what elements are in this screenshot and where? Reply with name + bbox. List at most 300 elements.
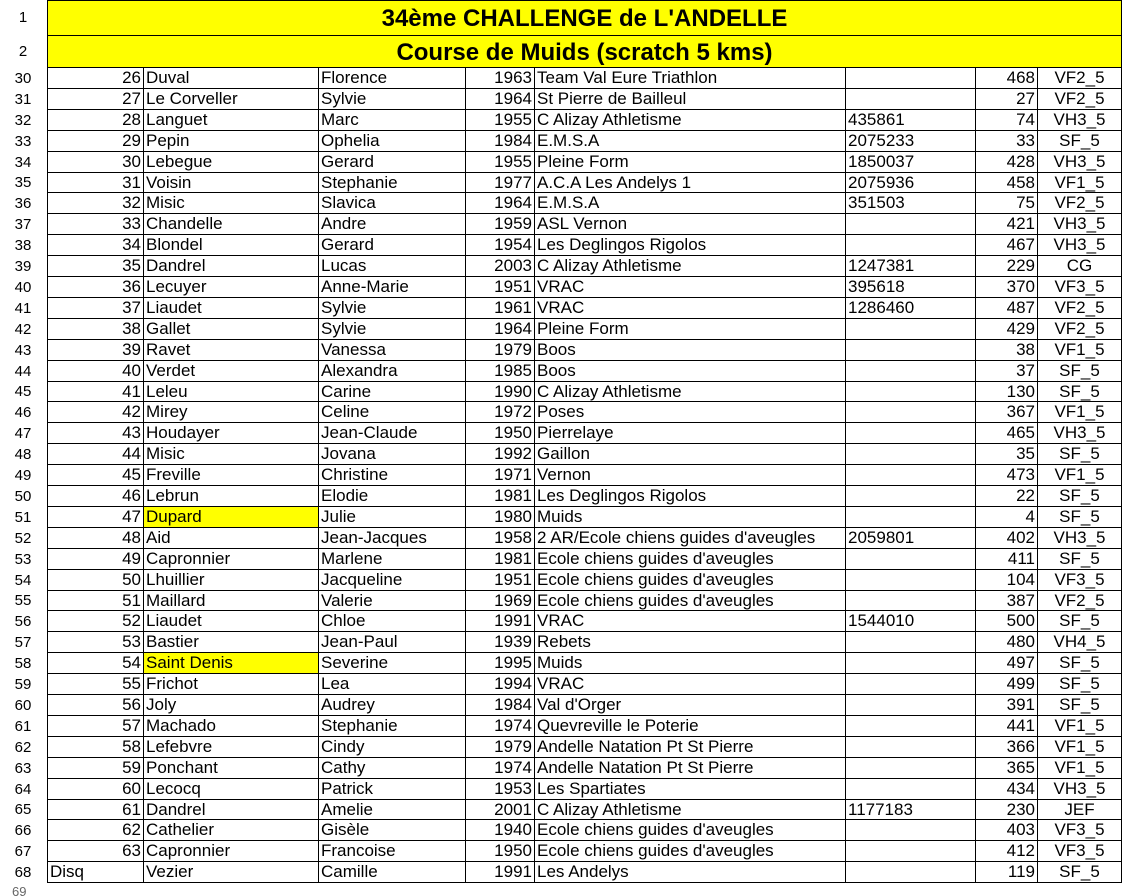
cell-place[interactable]: 36 [47,277,144,298]
row-header[interactable]: 36 [0,193,46,214]
cell-bib[interactable]: 366 [976,737,1038,758]
cell-license[interactable] [846,423,976,444]
cell-first[interactable]: Anne-Marie [319,277,466,298]
cell-year[interactable]: 1964 [466,89,535,110]
row-header[interactable]: 47 [0,423,46,444]
cell-first[interactable]: Carine [319,382,466,402]
cell-year[interactable]: 1991 [466,862,535,883]
cell-name[interactable]: Duval [144,68,319,89]
cell-license[interactable]: 1850037 [846,152,976,173]
cell-year[interactable]: 1990 [466,382,535,402]
cell-name[interactable]: Leleu [144,382,319,402]
cell-club[interactable]: Rebets [535,632,846,653]
cell-license[interactable] [846,382,976,402]
cell-license[interactable] [846,695,976,716]
row-header[interactable]: 62 [0,737,46,758]
row-header[interactable]: 66 [0,820,46,841]
cell-club[interactable]: E.M.S.A [535,131,846,152]
cell-first[interactable]: Amelie [319,800,466,820]
row-header[interactable]: 38 [0,235,46,256]
cell-place[interactable]: 44 [47,444,144,465]
cell-place[interactable]: 51 [47,591,144,611]
cell-cat[interactable]: VH3_5 [1038,214,1122,235]
cell-cat[interactable]: SF_5 [1038,549,1122,570]
cell-bib[interactable]: 428 [976,152,1038,173]
cell-year[interactable]: 1974 [466,758,535,779]
cell-bib[interactable]: 487 [976,298,1038,319]
cell-first[interactable]: Marc [319,110,466,131]
cell-bib[interactable]: 38 [976,340,1038,361]
cell-name[interactable]: Liaudet [144,611,319,632]
row-header[interactable]: 32 [0,110,46,131]
cell-year[interactable]: 1995 [466,653,535,674]
cell-year[interactable]: 1992 [466,444,535,465]
cell-license[interactable] [846,549,976,570]
cell-place[interactable]: 48 [47,528,144,549]
cell-club[interactable]: VRAC [535,277,846,298]
cell-club[interactable]: C Alizay Athletisme [535,256,846,277]
cell-club[interactable]: Muids [535,507,846,528]
cell-year[interactable]: 1974 [466,716,535,737]
cell-name[interactable]: Dupard [144,507,319,528]
cell-club[interactable]: Les Spartiates [535,779,846,800]
cell-place[interactable]: 58 [47,737,144,758]
cell-bib[interactable]: 467 [976,235,1038,256]
cell-first[interactable]: Patrick [319,779,466,800]
row-header[interactable]: 37 [0,214,46,235]
row-header[interactable]: 54 [0,570,46,591]
cell-license[interactable] [846,89,976,110]
row-header[interactable]: 48 [0,444,46,465]
cell-club[interactable]: Pleine Form [535,152,846,173]
cell-name[interactable]: Lecuyer [144,277,319,298]
cell-place[interactable]: 42 [47,402,144,423]
cell-name[interactable]: Verdet [144,361,319,382]
cell-place[interactable]: 57 [47,716,144,737]
row-header[interactable]: 63 [0,758,46,779]
cell-year[interactable]: 1963 [466,68,535,89]
cell-cat[interactable]: SF_5 [1038,382,1122,402]
row-header[interactable]: 68 [0,862,46,883]
cell-club[interactable]: Boos [535,361,846,382]
cell-cat[interactable]: VH3_5 [1038,235,1122,256]
cell-year[interactable]: 1984 [466,695,535,716]
cell-license[interactable]: 435861 [846,110,976,131]
cell-first[interactable]: Elodie [319,486,466,507]
cell-place[interactable]: 56 [47,695,144,716]
cell-bib[interactable]: 497 [976,653,1038,674]
cell-name[interactable]: Liaudet [144,298,319,319]
cell-license[interactable]: 1286460 [846,298,976,319]
cell-bib[interactable]: 4 [976,507,1038,528]
cell-place[interactable]: 53 [47,632,144,653]
cell-cat[interactable]: VF3_5 [1038,820,1122,841]
cell-name[interactable]: Maillard [144,591,319,611]
row-header[interactable]: 53 [0,549,46,570]
cell-club[interactable]: 2 AR/Ecole chiens guides d'aveugles [535,528,846,549]
cell-name[interactable]: Pepin [144,131,319,152]
cell-place[interactable]: 50 [47,570,144,591]
cell-place[interactable]: 63 [47,841,144,862]
row-header[interactable]: 58 [0,653,46,674]
cell-license[interactable]: 395618 [846,277,976,298]
cell-place[interactable]: Disq [47,862,144,883]
cell-cat[interactable]: VF3_5 [1038,841,1122,862]
cell-club[interactable]: VRAC [535,674,846,695]
cell-year[interactable]: 1969 [466,591,535,611]
cell-first[interactable]: Vanessa [319,340,466,361]
cell-place[interactable]: 32 [47,193,144,214]
row-header[interactable]: 1 [0,0,46,35]
cell-bib[interactable]: 35 [976,444,1038,465]
cell-cat[interactable]: SF_5 [1038,862,1122,883]
cell-bib[interactable]: 27 [976,89,1038,110]
cell-cat[interactable]: VH3_5 [1038,779,1122,800]
cell-license[interactable]: 2075233 [846,131,976,152]
cell-name[interactable]: Dandrel [144,256,319,277]
cell-cat[interactable]: VF1_5 [1038,340,1122,361]
cell-license[interactable] [846,841,976,862]
cell-name[interactable]: Freville [144,465,319,486]
cell-first[interactable]: Lucas [319,256,466,277]
cell-club[interactable]: St Pierre de Bailleul [535,89,846,110]
cell-place[interactable]: 61 [47,800,144,820]
cell-license[interactable] [846,319,976,340]
cell-club[interactable]: C Alizay Athletisme [535,382,846,402]
cell-name[interactable]: Vezier [144,862,319,883]
cell-place[interactable]: 40 [47,361,144,382]
cell-bib[interactable]: 391 [976,695,1038,716]
cell-year[interactable]: 1955 [466,152,535,173]
row-header[interactable]: 51 [0,507,46,528]
cell-club[interactable]: E.M.S.A [535,193,846,214]
cell-name[interactable]: Voisin [144,173,319,193]
cell-cat[interactable]: VF1_5 [1038,737,1122,758]
cell-name[interactable]: Gallet [144,319,319,340]
row-header[interactable]: 44 [0,361,46,382]
cell-first[interactable]: Jovana [319,444,466,465]
cell-place[interactable]: 43 [47,423,144,444]
cell-cat[interactable]: VF1_5 [1038,173,1122,193]
row-header[interactable]: 45 [0,382,46,402]
cell-club[interactable]: VRAC [535,298,846,319]
cell-cat[interactable]: SF_5 [1038,444,1122,465]
cell-first[interactable]: Cindy [319,737,466,758]
cell-name[interactable]: Bastier [144,632,319,653]
row-header[interactable]: 33 [0,131,46,152]
cell-bib[interactable]: 429 [976,319,1038,340]
row-header[interactable]: 64 [0,779,46,800]
cell-year[interactable]: 2003 [466,256,535,277]
cell-license[interactable] [846,214,976,235]
cell-place[interactable]: 46 [47,486,144,507]
row-header[interactable]: 46 [0,402,46,423]
cell-license[interactable] [846,444,976,465]
cell-place[interactable]: 27 [47,89,144,110]
sheet-subtitle[interactable]: Course de Muids (scratch 5 kms) [47,35,1122,68]
cell-license[interactable]: 1247381 [846,256,976,277]
cell-place[interactable]: 55 [47,674,144,695]
cell-club[interactable]: Ecole chiens guides d'aveugles [535,841,846,862]
row-header[interactable]: 49 [0,465,46,486]
cell-club[interactable]: Boos [535,340,846,361]
cell-cat[interactable]: SF_5 [1038,131,1122,152]
cell-cat[interactable]: VF1_5 [1038,465,1122,486]
row-header[interactable]: 56 [0,611,46,632]
cell-year[interactable]: 1951 [466,570,535,591]
cell-year[interactable]: 1955 [466,110,535,131]
cell-bib[interactable]: 403 [976,820,1038,841]
row-header[interactable]: 31 [0,89,46,110]
cell-club[interactable]: Les Deglingos Rigolos [535,486,846,507]
cell-place[interactable]: 33 [47,214,144,235]
cell-club[interactable]: Pierrelaye [535,423,846,444]
cell-name[interactable]: Le Corveller [144,89,319,110]
cell-name[interactable]: Chandelle [144,214,319,235]
cell-first[interactable]: Celine [319,402,466,423]
cell-cat[interactable]: SF_5 [1038,695,1122,716]
cell-first[interactable]: Gisèle [319,820,466,841]
cell-license[interactable] [846,862,976,883]
cell-bib[interactable]: 33 [976,131,1038,152]
cell-year[interactable]: 1979 [466,340,535,361]
cell-bib[interactable]: 465 [976,423,1038,444]
cell-place[interactable]: 60 [47,779,144,800]
cell-name[interactable]: Mirey [144,402,319,423]
cell-place[interactable]: 34 [47,235,144,256]
cell-name[interactable]: Frichot [144,674,319,695]
cell-bib[interactable]: 230 [976,800,1038,820]
cell-first[interactable]: Francoise [319,841,466,862]
cell-place[interactable]: 26 [47,68,144,89]
cell-bib[interactable]: 229 [976,256,1038,277]
cell-bib[interactable]: 500 [976,611,1038,632]
cell-bib[interactable]: 473 [976,465,1038,486]
cell-cat[interactable]: SF_5 [1038,361,1122,382]
cell-club[interactable]: Poses [535,402,846,423]
cell-club[interactable]: Andelle Natation Pt St Pierre [535,737,846,758]
cell-cat[interactable]: VF3_5 [1038,277,1122,298]
cell-place[interactable]: 29 [47,131,144,152]
cell-license[interactable] [846,591,976,611]
cell-cat[interactable]: VF2_5 [1038,298,1122,319]
cell-first[interactable]: Marlene [319,549,466,570]
cell-club[interactable]: Ecole chiens guides d'aveugles [535,591,846,611]
cell-bib[interactable]: 421 [976,214,1038,235]
cell-license[interactable] [846,758,976,779]
cell-cat[interactable]: VF2_5 [1038,591,1122,611]
cell-club[interactable]: Team Val Eure Triathlon [535,68,846,89]
cell-year[interactable]: 1964 [466,319,535,340]
cell-first[interactable]: Stephanie [319,716,466,737]
cell-name[interactable]: Machado [144,716,319,737]
cell-year[interactable]: 1981 [466,549,535,570]
cell-year[interactable]: 1991 [466,611,535,632]
cell-place[interactable]: 39 [47,340,144,361]
cell-cat[interactable]: VF2_5 [1038,319,1122,340]
cell-year[interactable]: 1972 [466,402,535,423]
cell-name[interactable]: Languet [144,110,319,131]
cell-name[interactable]: Lefebvre [144,737,319,758]
cell-license[interactable]: 351503 [846,193,976,214]
row-header[interactable]: 2 [0,35,46,68]
cell-place[interactable]: 62 [47,820,144,841]
cell-name[interactable]: Houdayer [144,423,319,444]
cell-bib[interactable]: 130 [976,382,1038,402]
row-header[interactable]: 65 [0,800,46,820]
cell-club[interactable]: ASL Vernon [535,214,846,235]
row-header[interactable]: 67 [0,841,46,862]
cell-cat[interactable]: VF2_5 [1038,68,1122,89]
cell-year[interactable]: 1977 [466,173,535,193]
row-header[interactable]: 69 [12,887,27,896]
cell-license[interactable] [846,653,976,674]
cell-year[interactable]: 1940 [466,820,535,841]
cell-license[interactable]: 1177183 [846,800,976,820]
cell-bib[interactable]: 458 [976,173,1038,193]
cell-year[interactable]: 1951 [466,277,535,298]
cell-year[interactable]: 1953 [466,779,535,800]
cell-license[interactable] [846,570,976,591]
cell-club[interactable]: Ecole chiens guides d'aveugles [535,820,846,841]
cell-bib[interactable]: 441 [976,716,1038,737]
cell-club[interactable]: Les Deglingos Rigolos [535,235,846,256]
cell-license[interactable] [846,820,976,841]
cell-first[interactable]: Julie [319,507,466,528]
row-header[interactable]: 60 [0,695,46,716]
cell-place[interactable]: 31 [47,173,144,193]
cell-license[interactable] [846,486,976,507]
cell-cat[interactable]: VH3_5 [1038,152,1122,173]
cell-cat[interactable]: CG [1038,256,1122,277]
cell-year[interactable]: 1984 [466,131,535,152]
cell-place[interactable]: 35 [47,256,144,277]
cell-year[interactable]: 1981 [466,486,535,507]
cell-year[interactable]: 1961 [466,298,535,319]
row-header[interactable]: 34 [0,152,46,173]
cell-first[interactable]: Valerie [319,591,466,611]
cell-bib[interactable]: 104 [976,570,1038,591]
cell-bib[interactable]: 119 [976,862,1038,883]
cell-year[interactable]: 1959 [466,214,535,235]
cell-bib[interactable]: 37 [976,361,1038,382]
cell-club[interactable]: Quevreville le Poterie [535,716,846,737]
cell-year[interactable]: 1980 [466,507,535,528]
cell-name[interactable]: Capronnier [144,549,319,570]
cell-license[interactable]: 2075936 [846,173,976,193]
cell-bib[interactable]: 480 [976,632,1038,653]
cell-club[interactable]: C Alizay Athletisme [535,110,846,131]
cell-license[interactable]: 1544010 [846,611,976,632]
cell-name[interactable]: Dandrel [144,800,319,820]
cell-cat[interactable]: JEF [1038,800,1122,820]
cell-year[interactable]: 1979 [466,737,535,758]
cell-bib[interactable]: 434 [976,779,1038,800]
row-header[interactable]: 55 [0,591,46,611]
cell-cat[interactable]: VH3_5 [1038,110,1122,131]
cell-year[interactable]: 1939 [466,632,535,653]
cell-bib[interactable]: 74 [976,110,1038,131]
cell-first[interactable]: Florence [319,68,466,89]
cell-cat[interactable]: VF1_5 [1038,716,1122,737]
cell-first[interactable]: Cathy [319,758,466,779]
cell-name[interactable]: Joly [144,695,319,716]
cell-license[interactable] [846,340,976,361]
cell-club[interactable]: Andelle Natation Pt St Pierre [535,758,846,779]
cell-first[interactable]: Jean-Paul [319,632,466,653]
cell-first[interactable]: Audrey [319,695,466,716]
cell-bib[interactable]: 75 [976,193,1038,214]
cell-club[interactable]: Val d'Orger [535,695,846,716]
cell-first[interactable]: Jean-Jacques [319,528,466,549]
cell-year[interactable]: 1994 [466,674,535,695]
cell-year[interactable]: 1950 [466,841,535,862]
cell-cat[interactable]: SF_5 [1038,653,1122,674]
cell-name[interactable]: Lebrun [144,486,319,507]
sheet-title[interactable]: 34ème CHALLENGE de L'ANDELLE [47,0,1122,35]
cell-first[interactable]: Lea [319,674,466,695]
row-header[interactable]: 39 [0,256,46,277]
cell-first[interactable]: Gerard [319,152,466,173]
cell-place[interactable]: 28 [47,110,144,131]
cell-name[interactable]: Ponchant [144,758,319,779]
row-header[interactable]: 35 [0,173,46,193]
cell-license[interactable] [846,737,976,758]
cell-place[interactable]: 47 [47,507,144,528]
cell-place[interactable]: 41 [47,382,144,402]
cell-name[interactable]: Lecocq [144,779,319,800]
cell-year[interactable]: 1950 [466,423,535,444]
cell-license[interactable] [846,402,976,423]
row-header[interactable]: 40 [0,277,46,298]
cell-place[interactable]: 49 [47,549,144,570]
cell-club[interactable]: Muids [535,653,846,674]
cell-first[interactable]: Gerard [319,235,466,256]
cell-club[interactable]: A.C.A Les Andelys 1 [535,173,846,193]
cell-place[interactable]: 52 [47,611,144,632]
row-header[interactable]: 41 [0,298,46,319]
cell-license[interactable] [846,507,976,528]
cell-name[interactable]: Blondel [144,235,319,256]
cell-club[interactable]: Pleine Form [535,319,846,340]
cell-cat[interactable]: VF1_5 [1038,402,1122,423]
cell-first[interactable]: Chloe [319,611,466,632]
cell-bib[interactable]: 22 [976,486,1038,507]
cell-year[interactable]: 1971 [466,465,535,486]
row-header[interactable]: 61 [0,716,46,737]
cell-name[interactable]: Lhuillier [144,570,319,591]
cell-name[interactable]: Ravet [144,340,319,361]
cell-year[interactable]: 1954 [466,235,535,256]
cell-cat[interactable]: VF2_5 [1038,89,1122,110]
cell-first[interactable]: Stephanie [319,173,466,193]
cell-license[interactable] [846,632,976,653]
cell-license[interactable] [846,68,976,89]
cell-name[interactable]: Capronnier [144,841,319,862]
cell-club[interactable]: VRAC [535,611,846,632]
cell-cat[interactable]: SF_5 [1038,674,1122,695]
cell-place[interactable]: 45 [47,465,144,486]
cell-bib[interactable]: 387 [976,591,1038,611]
cell-bib[interactable]: 499 [976,674,1038,695]
cell-name[interactable]: Misic [144,193,319,214]
cell-cat[interactable]: VF2_5 [1038,193,1122,214]
cell-place[interactable]: 37 [47,298,144,319]
cell-cat[interactable]: VF3_5 [1038,570,1122,591]
row-header[interactable]: 50 [0,486,46,507]
cell-club[interactable]: Ecole chiens guides d'aveugles [535,549,846,570]
cell-first[interactable]: Sylvie [319,319,466,340]
